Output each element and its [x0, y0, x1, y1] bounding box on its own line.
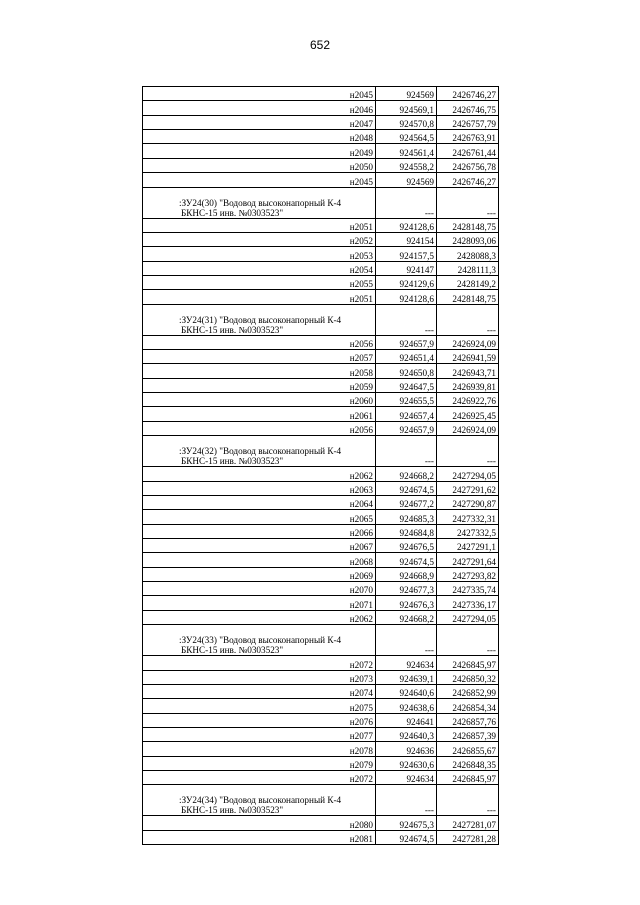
- point-name-cell: н2080: [143, 816, 376, 830]
- y-coordinate-cell: 2426845,97: [437, 656, 499, 670]
- section-label: :ЗУ24(33) "Водовод высоконапорный К-4 БКНС-15 инв. №0303523": [143, 625, 376, 656]
- x-coordinate-cell: 924564,5: [376, 130, 437, 144]
- point-name-cell: н2063: [143, 481, 376, 495]
- y-coordinate-cell: 2428093,06: [437, 232, 499, 246]
- x-coordinate-cell: 924657,4: [376, 407, 437, 421]
- section-label: :ЗУ24(32) "Водовод высоконапорный К-4 БКНС-15 инв. №0303523": [143, 436, 376, 467]
- x-coordinate-cell: 924655,5: [376, 393, 437, 407]
- x-coordinate-cell: 924558,2: [376, 158, 437, 172]
- y-coordinate-cell: 2428148,75: [437, 290, 499, 304]
- table-row: [143, 335, 499, 349]
- point-name-cell: н2064: [143, 495, 376, 509]
- table-row: [143, 378, 499, 392]
- point-name-cell: н2081: [143, 830, 376, 844]
- table-row: [143, 553, 499, 567]
- y-coordinate-cell: 2426848,35: [437, 756, 499, 770]
- table-row: [143, 364, 499, 378]
- y-coordinate-cell: 2426922,76: [437, 393, 499, 407]
- table-row: [143, 816, 499, 830]
- point-name-cell: н2055: [143, 275, 376, 289]
- table-row: [143, 610, 499, 624]
- y-coordinate-cell: 2426746,75: [437, 101, 499, 115]
- y-coordinate-cell: 2427332,5: [437, 524, 499, 538]
- x-coordinate-cell: 924640,6: [376, 684, 437, 698]
- x-coordinate-cell: 924634: [376, 656, 437, 670]
- point-name-cell: н2045: [143, 173, 376, 187]
- x-coordinate-cell: 924685,3: [376, 510, 437, 524]
- x-coordinate-cell: 924636: [376, 742, 437, 756]
- section-header-row: [143, 436, 499, 467]
- point-name-cell: н2077: [143, 727, 376, 741]
- x-coordinate-cell: 924668,2: [376, 467, 437, 481]
- section-label: :ЗУ24(31) "Водовод высоконапорный К-4 БКНС-15 инв. №0303523": [143, 304, 376, 335]
- table-row: [143, 495, 499, 509]
- table-row: [143, 727, 499, 741]
- point-name-cell: н2067: [143, 538, 376, 552]
- y-coordinate-cell: 2426763,91: [437, 130, 499, 144]
- point-name-cell: н2065: [143, 510, 376, 524]
- coordinates-table: [142, 86, 499, 845]
- table-row: [143, 218, 499, 232]
- table-row: [143, 596, 499, 610]
- y-coordinate-cell: 2426857,39: [437, 727, 499, 741]
- point-name-cell: н2057: [143, 350, 376, 364]
- y-coordinate-cell: 2426943,71: [437, 364, 499, 378]
- table-row: [143, 261, 499, 275]
- point-name-cell: н2062: [143, 467, 376, 481]
- point-name-cell: н2069: [143, 567, 376, 581]
- y-coordinate-cell: 2426924,09: [437, 421, 499, 435]
- table-row: [143, 421, 499, 435]
- section-label: :ЗУ24(34) "Водовод высоконапорный К-4 БКНС-15 инв. №0303523": [143, 785, 376, 816]
- point-name-cell: н2062: [143, 610, 376, 624]
- x-coordinate-cell: 924157,5: [376, 247, 437, 261]
- table-row: [143, 771, 499, 785]
- point-name-cell: н2046: [143, 101, 376, 115]
- y-coordinate-cell: 2427293,82: [437, 567, 499, 581]
- point-name-cell: н2049: [143, 144, 376, 158]
- table-row: [143, 510, 499, 524]
- point-name-cell: н2060: [143, 393, 376, 407]
- table-row: [143, 830, 499, 844]
- x-coordinate-cell: 924674,5: [376, 553, 437, 567]
- y-coordinate-cell: 2426924,09: [437, 335, 499, 349]
- table-row: [143, 684, 499, 698]
- y-coordinate-cell: 2426857,76: [437, 713, 499, 727]
- table-row: [143, 232, 499, 246]
- x-coordinate-cell: ---: [376, 187, 437, 218]
- table-row: [143, 130, 499, 144]
- x-coordinate-cell: 924676,3: [376, 596, 437, 610]
- x-coordinate-cell: 924677,2: [376, 495, 437, 509]
- table-row: [143, 481, 499, 495]
- x-coordinate-cell: 924129,6: [376, 275, 437, 289]
- table-row: [143, 656, 499, 670]
- y-coordinate-cell: ---: [437, 304, 499, 335]
- y-coordinate-cell: ---: [437, 625, 499, 656]
- table-row: [143, 582, 499, 596]
- point-name-cell: н2051: [143, 290, 376, 304]
- point-name-cell: н2056: [143, 421, 376, 435]
- section-header-row: [143, 187, 499, 218]
- point-name-cell: н2053: [143, 247, 376, 261]
- point-name-cell: н2066: [143, 524, 376, 538]
- x-coordinate-cell: 924569: [376, 87, 437, 101]
- table-row: [143, 144, 499, 158]
- table-row: [143, 407, 499, 421]
- y-coordinate-cell: 2428088,3: [437, 247, 499, 261]
- y-coordinate-cell: ---: [437, 187, 499, 218]
- table-row: [143, 567, 499, 581]
- section-label: :ЗУ24(30) "Водовод высоконапорный К-4 БКНС-15 инв. №0303523": [143, 187, 376, 218]
- x-coordinate-cell: 924676,5: [376, 538, 437, 552]
- x-coordinate-cell: 924675,3: [376, 816, 437, 830]
- x-coordinate-cell: 924647,5: [376, 378, 437, 392]
- x-coordinate-cell: 924634: [376, 771, 437, 785]
- x-coordinate-cell: 924561,4: [376, 144, 437, 158]
- table-row: [143, 670, 499, 684]
- x-coordinate-cell: 924639,1: [376, 670, 437, 684]
- table-row: [143, 275, 499, 289]
- section-header-row: [143, 304, 499, 335]
- x-coordinate-cell: 924668,9: [376, 567, 437, 581]
- y-coordinate-cell: 2426854,34: [437, 699, 499, 713]
- x-coordinate-cell: ---: [376, 785, 437, 816]
- y-coordinate-cell: ---: [437, 436, 499, 467]
- x-coordinate-cell: 924640,3: [376, 727, 437, 741]
- y-coordinate-cell: 2427281,28: [437, 830, 499, 844]
- x-coordinate-cell: 924569,1: [376, 101, 437, 115]
- table-row: [143, 742, 499, 756]
- x-coordinate-cell: 924569: [376, 173, 437, 187]
- table-row: [143, 713, 499, 727]
- y-coordinate-cell: 2426852,99: [437, 684, 499, 698]
- y-coordinate-cell: 2427294,05: [437, 467, 499, 481]
- y-coordinate-cell: 2428111,3: [437, 261, 499, 275]
- section-header-row: [143, 625, 499, 656]
- y-coordinate-cell: 2426761,44: [437, 144, 499, 158]
- y-coordinate-cell: 2427281,07: [437, 816, 499, 830]
- x-coordinate-cell: 924650,8: [376, 364, 437, 378]
- table-row: [143, 538, 499, 552]
- point-name-cell: н2079: [143, 756, 376, 770]
- point-name-cell: н2074: [143, 684, 376, 698]
- y-coordinate-cell: 2426757,79: [437, 115, 499, 129]
- x-coordinate-cell: 924570,8: [376, 115, 437, 129]
- point-name-cell: н2054: [143, 261, 376, 275]
- point-name-cell: н2045: [143, 87, 376, 101]
- y-coordinate-cell: 2426941,59: [437, 350, 499, 364]
- coordinates-table-body: [143, 87, 499, 845]
- x-coordinate-cell: 924154: [376, 232, 437, 246]
- y-coordinate-cell: 2427291,1: [437, 538, 499, 552]
- x-coordinate-cell: 924674,5: [376, 481, 437, 495]
- y-coordinate-cell: 2426746,27: [437, 87, 499, 101]
- table-row: [143, 87, 499, 101]
- y-coordinate-cell: 2427291,64: [437, 553, 499, 567]
- point-name-cell: н2073: [143, 670, 376, 684]
- table-row: [143, 393, 499, 407]
- table-row: [143, 115, 499, 129]
- section-header-row: [143, 785, 499, 816]
- x-coordinate-cell: ---: [376, 625, 437, 656]
- y-coordinate-cell: 2426850,32: [437, 670, 499, 684]
- point-name-cell: н2072: [143, 771, 376, 785]
- point-name-cell: н2048: [143, 130, 376, 144]
- y-coordinate-cell: 2426746,27: [437, 173, 499, 187]
- table-row: [143, 290, 499, 304]
- table-row: [143, 173, 499, 187]
- y-coordinate-cell: 2427294,05: [437, 610, 499, 624]
- point-name-cell: н2052: [143, 232, 376, 246]
- point-name-cell: н2068: [143, 553, 376, 567]
- point-name-cell: н2051: [143, 218, 376, 232]
- y-coordinate-cell: 2427336,17: [437, 596, 499, 610]
- x-coordinate-cell: ---: [376, 436, 437, 467]
- x-coordinate-cell: ---: [376, 304, 437, 335]
- x-coordinate-cell: 924630,6: [376, 756, 437, 770]
- point-name-cell: н2050: [143, 158, 376, 172]
- point-name-cell: н2071: [143, 596, 376, 610]
- table-row: [143, 524, 499, 538]
- table-row: [143, 467, 499, 481]
- y-coordinate-cell: 2426925,45: [437, 407, 499, 421]
- y-coordinate-cell: 2427291,62: [437, 481, 499, 495]
- point-name-cell: н2078: [143, 742, 376, 756]
- x-coordinate-cell: 924684,8: [376, 524, 437, 538]
- table-row: [143, 756, 499, 770]
- x-coordinate-cell: 924677,3: [376, 582, 437, 596]
- x-coordinate-cell: 924128,6: [376, 218, 437, 232]
- x-coordinate-cell: 924657,9: [376, 421, 437, 435]
- y-coordinate-cell: 2428148,75: [437, 218, 499, 232]
- table-row: [143, 158, 499, 172]
- point-name-cell: н2056: [143, 335, 376, 349]
- point-name-cell: н2047: [143, 115, 376, 129]
- table-row: [143, 699, 499, 713]
- point-name-cell: н2072: [143, 656, 376, 670]
- point-name-cell: н2059: [143, 378, 376, 392]
- y-coordinate-cell: 2428149,2: [437, 275, 499, 289]
- y-coordinate-cell: 2426756,78: [437, 158, 499, 172]
- point-name-cell: н2070: [143, 582, 376, 596]
- y-coordinate-cell: 2427290,87: [437, 495, 499, 509]
- x-coordinate-cell: 924641: [376, 713, 437, 727]
- table-row: [143, 101, 499, 115]
- x-coordinate-cell: 924668,2: [376, 610, 437, 624]
- x-coordinate-cell: 924638,6: [376, 699, 437, 713]
- x-coordinate-cell: 924651,4: [376, 350, 437, 364]
- y-coordinate-cell: 2426939,81: [437, 378, 499, 392]
- point-name-cell: н2058: [143, 364, 376, 378]
- page-number: 652: [309, 38, 331, 52]
- table-row: [143, 350, 499, 364]
- y-coordinate-cell: 2427332,31: [437, 510, 499, 524]
- point-name-cell: н2061: [143, 407, 376, 421]
- x-coordinate-cell: 924674,5: [376, 830, 437, 844]
- y-coordinate-cell: ---: [437, 785, 499, 816]
- y-coordinate-cell: 2426855,67: [437, 742, 499, 756]
- y-coordinate-cell: 2427335,74: [437, 582, 499, 596]
- x-coordinate-cell: 924147: [376, 261, 437, 275]
- x-coordinate-cell: 924128,6: [376, 290, 437, 304]
- point-name-cell: н2076: [143, 713, 376, 727]
- x-coordinate-cell: 924657,9: [376, 335, 437, 349]
- y-coordinate-cell: 2426845,97: [437, 771, 499, 785]
- point-name-cell: н2075: [143, 699, 376, 713]
- table-row: [143, 247, 499, 261]
